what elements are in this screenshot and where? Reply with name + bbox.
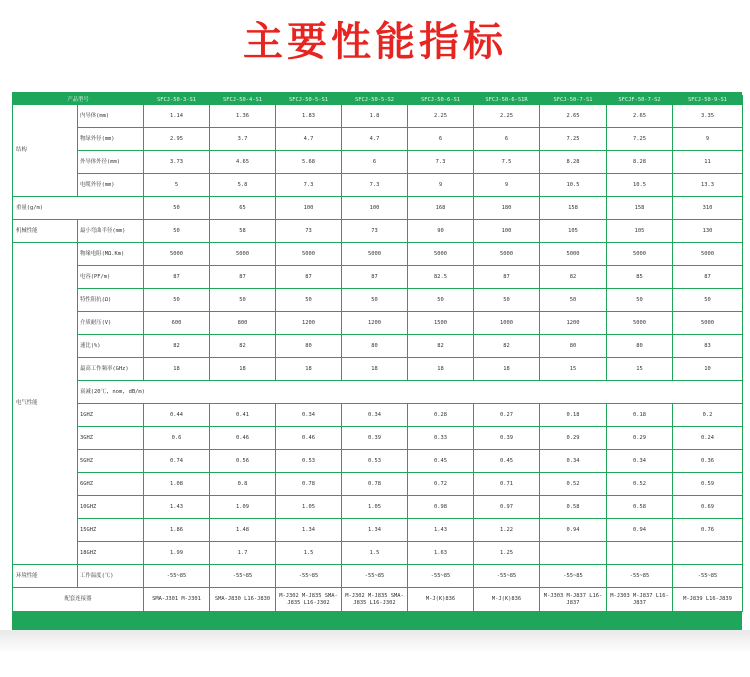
value-cell: 18 xyxy=(408,358,474,381)
value-cell: 0.8 xyxy=(210,473,276,496)
value-cell: 1.99 xyxy=(144,542,210,565)
value-cell: 85 xyxy=(607,266,673,289)
value-cell: 0.46 xyxy=(210,427,276,450)
header-model: SFCJ-50-5-S1 xyxy=(276,96,342,105)
parameter-cell: 速比(%) xyxy=(78,335,144,358)
value-cell: 0.41 xyxy=(210,404,276,427)
value-cell: 1.14 xyxy=(144,105,210,128)
value-cell: 0.58 xyxy=(540,496,607,519)
value-cell: 1.09 xyxy=(210,496,276,519)
value-cell: -55~85 xyxy=(210,565,276,588)
value-cell: 80 xyxy=(276,335,342,358)
value-cell: -55~85 xyxy=(607,565,673,588)
header-model: SFCJ-50-9-S1 xyxy=(673,96,743,105)
value-cell: 1.34 xyxy=(276,519,342,542)
value-cell: 0.72 xyxy=(408,473,474,496)
value-cell: -55~85 xyxy=(673,565,743,588)
value-cell: 7.25 xyxy=(607,128,673,151)
value-cell: 1200 xyxy=(276,312,342,335)
category-cell: 机械性能 xyxy=(13,220,78,243)
value-cell: M-J302 M-J835 SMA-J835 L16-J302 xyxy=(342,588,408,612)
value-cell: 82 xyxy=(210,335,276,358)
header-model: SFCJ-50-6-S1R xyxy=(474,96,540,105)
value-cell: 0.18 xyxy=(540,404,607,427)
parameter-cell: 内导体(mm) xyxy=(78,105,144,128)
value-cell: 6 xyxy=(408,128,474,151)
value-cell: -55~85 xyxy=(540,565,607,588)
value-cell: 13.3 xyxy=(673,174,743,197)
value-cell: 7.3 xyxy=(408,151,474,174)
value-cell: 105 xyxy=(540,220,607,243)
spec-table-panel xyxy=(12,92,742,632)
value-cell: 10.5 xyxy=(607,174,673,197)
value-cell: 5000 xyxy=(408,243,474,266)
value-cell: 9 xyxy=(673,128,743,151)
value-cell: 1.34 xyxy=(342,519,408,542)
value-cell: SMA-J301 M-J301 xyxy=(144,588,210,612)
value-cell: 5000 xyxy=(276,243,342,266)
value-cell: 1.05 xyxy=(276,496,342,519)
value-cell: M-J(K)836 xyxy=(408,588,474,612)
header-model: SFCJ-50-7-S1 xyxy=(540,96,607,105)
value-cell: 82 xyxy=(408,335,474,358)
parameter-cell: 18GHZ xyxy=(78,542,144,565)
value-cell: 2.25 xyxy=(408,105,474,128)
parameter-cell: 物缘电阻(MΩ.Km) xyxy=(78,243,144,266)
value-cell: 0.74 xyxy=(144,450,210,473)
category-cell: 配套连接器 xyxy=(13,588,144,612)
value-cell: 1.43 xyxy=(144,496,210,519)
value-cell: 130 xyxy=(673,220,743,243)
value-cell: 0.29 xyxy=(607,427,673,450)
value-cell: -55~85 xyxy=(408,565,474,588)
value-cell: 50 xyxy=(210,289,276,312)
value-cell: 2.25 xyxy=(474,105,540,128)
parameter-cell: 外导体外径(mm) xyxy=(78,151,144,174)
value-cell: 5000 xyxy=(342,243,408,266)
value-cell: 0.39 xyxy=(342,427,408,450)
value-cell: 1.83 xyxy=(276,105,342,128)
value-cell: 180 xyxy=(474,197,540,220)
value-cell: 50 xyxy=(607,289,673,312)
value-cell: 105 xyxy=(607,220,673,243)
value-cell: 1000 xyxy=(474,312,540,335)
value-cell: -55~85 xyxy=(276,565,342,588)
parameter-cell: 最高工作频率(GHz) xyxy=(78,358,144,381)
value-cell: 87 xyxy=(342,266,408,289)
value-cell: 82 xyxy=(144,335,210,358)
value-cell: 0.28 xyxy=(408,404,474,427)
value-cell: -55~85 xyxy=(144,565,210,588)
value-cell: 0.24 xyxy=(673,427,743,450)
value-cell: 4.7 xyxy=(276,128,342,151)
value-cell: 0.6 xyxy=(144,427,210,450)
value-cell: 1.43 xyxy=(408,519,474,542)
value-cell: 50 xyxy=(540,289,607,312)
value-cell: 87 xyxy=(210,266,276,289)
value-cell: 5000 xyxy=(540,243,607,266)
value-cell: 50 xyxy=(342,289,408,312)
value-cell: 1.7 xyxy=(210,542,276,565)
value-cell: 1.8 xyxy=(342,105,408,128)
value-cell: 158 xyxy=(607,197,673,220)
parameter-cell: 15GHZ xyxy=(78,519,144,542)
value-cell: M-J303 M-J837 L16-J837 xyxy=(540,588,607,612)
value-cell: 1200 xyxy=(342,312,408,335)
value-cell: 5 xyxy=(144,174,210,197)
value-cell: 0.52 xyxy=(540,473,607,496)
value-cell: 1.05 xyxy=(342,496,408,519)
value-cell: 8.28 xyxy=(540,151,607,174)
panel-shadow xyxy=(0,630,750,654)
header-model: SFCJ-50-3-S1 xyxy=(144,96,210,105)
value-cell: 83 xyxy=(673,335,743,358)
parameter-cell: 最小弯曲半径(mm) xyxy=(78,220,144,243)
value-cell: 0.39 xyxy=(474,427,540,450)
value-cell: 1.5 xyxy=(276,542,342,565)
value-cell: 4.7 xyxy=(342,128,408,151)
value-cell: 3.35 xyxy=(673,105,743,128)
parameter-cell: 物绿外径(mm) xyxy=(78,128,144,151)
value-cell: 82 xyxy=(474,335,540,358)
value-cell: 1.5 xyxy=(342,542,408,565)
value-cell: 1.36 xyxy=(210,105,276,128)
value-cell: M-J302 M-J835 SMA-J835 L16-J302 xyxy=(276,588,342,612)
value-cell: 82.5 xyxy=(408,266,474,289)
value-cell: 168 xyxy=(408,197,474,220)
value-cell: -55~85 xyxy=(474,565,540,588)
value-cell: 0.58 xyxy=(607,496,673,519)
value-cell: 50 xyxy=(408,289,474,312)
value-cell: 0.27 xyxy=(474,404,540,427)
value-cell: 5000 xyxy=(210,243,276,266)
value-cell: 90 xyxy=(408,220,474,243)
attenuation-header: 衰减(20℃, nom, dB/m) xyxy=(78,381,743,404)
value-cell: 65 xyxy=(210,197,276,220)
value-cell: 7.3 xyxy=(342,174,408,197)
value-cell: 1.25 xyxy=(474,542,540,565)
value-cell: 7.25 xyxy=(540,128,607,151)
value-cell: SMA-J830 L16-J830 xyxy=(210,588,276,612)
spec-table xyxy=(12,95,743,612)
value-cell: 2.95 xyxy=(144,128,210,151)
value-cell: 1.08 xyxy=(144,473,210,496)
parameter-cell: 6GHZ xyxy=(78,473,144,496)
header-model-label: 产品型号 xyxy=(13,96,144,105)
value-cell: 0.98 xyxy=(408,496,474,519)
value-cell: 80 xyxy=(607,335,673,358)
value-cell: 18 xyxy=(276,358,342,381)
parameter-cell: 3GHZ xyxy=(78,427,144,450)
value-cell: 73 xyxy=(342,220,408,243)
value-cell: 1500 xyxy=(408,312,474,335)
value-cell: M-J(K)836 xyxy=(474,588,540,612)
value-cell: 0.46 xyxy=(276,427,342,450)
value-cell: 15 xyxy=(540,358,607,381)
value-cell xyxy=(673,542,743,565)
value-cell: 5000 xyxy=(474,243,540,266)
value-cell: 5000 xyxy=(673,243,743,266)
value-cell: 0.76 xyxy=(673,519,743,542)
value-cell: 50 xyxy=(144,289,210,312)
value-cell: 0.45 xyxy=(474,450,540,473)
value-cell: 3.7 xyxy=(210,128,276,151)
parameter-cell: 特性阻抗(Ω) xyxy=(78,289,144,312)
value-cell: 80 xyxy=(540,335,607,358)
parameter-cell: 1GHZ xyxy=(78,404,144,427)
value-cell: 1.48 xyxy=(210,519,276,542)
value-cell: 50 xyxy=(276,289,342,312)
value-cell: 82 xyxy=(540,266,607,289)
category-cell: 环境性能 xyxy=(13,565,78,588)
category-cell: 重量(g/m) xyxy=(13,197,144,220)
value-cell: 11 xyxy=(673,151,743,174)
value-cell: M-J303 M-J837 L16-J837 xyxy=(607,588,673,612)
value-cell: 0.52 xyxy=(607,473,673,496)
value-cell: 8.28 xyxy=(607,151,673,174)
header-model: SFCJF-50-7-S2 xyxy=(607,96,673,105)
value-cell: 0.53 xyxy=(276,450,342,473)
parameter-cell: 10GHZ xyxy=(78,496,144,519)
value-cell: -55~85 xyxy=(342,565,408,588)
value-cell: 158 xyxy=(540,197,607,220)
value-cell: 0.94 xyxy=(540,519,607,542)
value-cell: 15 xyxy=(607,358,673,381)
value-cell: 0.69 xyxy=(673,496,743,519)
value-cell: 0.53 xyxy=(342,450,408,473)
value-cell: 10.5 xyxy=(540,174,607,197)
parameter-cell: 电缆外径(mm) xyxy=(78,174,144,197)
header-model: SFCJ-50-6-S1 xyxy=(408,96,474,105)
category-cell: 电气性能 xyxy=(13,243,78,565)
parameter-cell: 5GHZ xyxy=(78,450,144,473)
header-model: SFCJ-50-4-S1 xyxy=(210,96,276,105)
value-cell: 0.78 xyxy=(342,473,408,496)
value-cell: 87 xyxy=(276,266,342,289)
value-cell: 0.33 xyxy=(408,427,474,450)
value-cell: 50 xyxy=(144,197,210,220)
value-cell: 50 xyxy=(673,289,743,312)
value-cell: 58 xyxy=(210,220,276,243)
value-cell: 5000 xyxy=(607,243,673,266)
parameter-cell: 工作温度(℃) xyxy=(78,565,144,588)
value-cell: 87 xyxy=(673,266,743,289)
value-cell: 0.29 xyxy=(540,427,607,450)
value-cell: 9 xyxy=(474,174,540,197)
value-cell: 0.34 xyxy=(607,450,673,473)
value-cell: M-J839 L16-J839 xyxy=(673,588,743,612)
value-cell: 3.73 xyxy=(144,151,210,174)
value-cell: 4.65 xyxy=(210,151,276,174)
value-cell: 50 xyxy=(144,220,210,243)
header-model: SFCJ-50-5-S2 xyxy=(342,96,408,105)
value-cell: 5000 xyxy=(607,312,673,335)
value-cell: 18 xyxy=(144,358,210,381)
value-cell: 5.8 xyxy=(210,174,276,197)
value-cell: 7.3 xyxy=(276,174,342,197)
value-cell: 0.45 xyxy=(408,450,474,473)
value-cell: 5000 xyxy=(144,243,210,266)
value-cell: 1.63 xyxy=(408,542,474,565)
value-cell: 0.71 xyxy=(474,473,540,496)
value-cell: 0.18 xyxy=(607,404,673,427)
value-cell: 73 xyxy=(276,220,342,243)
value-cell: 18 xyxy=(210,358,276,381)
value-cell: 100 xyxy=(474,220,540,243)
value-cell: 0.94 xyxy=(607,519,673,542)
value-cell: 600 xyxy=(144,312,210,335)
value-cell: 0.78 xyxy=(276,473,342,496)
value-cell: 0.36 xyxy=(673,450,743,473)
value-cell: 6 xyxy=(342,151,408,174)
value-cell: 0.34 xyxy=(342,404,408,427)
page-title: 主要性能指标 xyxy=(243,19,507,65)
value-cell: 0.44 xyxy=(144,404,210,427)
value-cell: 0.97 xyxy=(474,496,540,519)
value-cell: 1200 xyxy=(540,312,607,335)
value-cell: 18 xyxy=(474,358,540,381)
parameter-cell: 介质耐压(V) xyxy=(78,312,144,335)
value-cell: 1.22 xyxy=(474,519,540,542)
value-cell: 0.34 xyxy=(276,404,342,427)
value-cell: 7.5 xyxy=(474,151,540,174)
value-cell: 100 xyxy=(342,197,408,220)
value-cell: 2.65 xyxy=(540,105,607,128)
value-cell: 9 xyxy=(408,174,474,197)
value-cell: 100 xyxy=(276,197,342,220)
value-cell: 87 xyxy=(474,266,540,289)
value-cell: 87 xyxy=(144,266,210,289)
value-cell: 10 xyxy=(673,358,743,381)
value-cell: 800 xyxy=(210,312,276,335)
value-cell xyxy=(540,542,607,565)
value-cell: 0.34 xyxy=(540,450,607,473)
value-cell: 80 xyxy=(342,335,408,358)
value-cell: 0.2 xyxy=(673,404,743,427)
parameter-cell: 电容(PF/m) xyxy=(78,266,144,289)
value-cell: 0.56 xyxy=(210,450,276,473)
value-cell: 0.59 xyxy=(673,473,743,496)
value-cell: 6 xyxy=(474,128,540,151)
value-cell: 310 xyxy=(673,197,743,220)
value-cell: 5000 xyxy=(673,312,743,335)
value-cell: 1.86 xyxy=(144,519,210,542)
value-cell xyxy=(607,542,673,565)
category-cell: 结构 xyxy=(13,105,78,197)
value-cell: 18 xyxy=(342,358,408,381)
value-cell: 50 xyxy=(474,289,540,312)
value-cell: 2.65 xyxy=(607,105,673,128)
value-cell: 5.68 xyxy=(276,151,342,174)
